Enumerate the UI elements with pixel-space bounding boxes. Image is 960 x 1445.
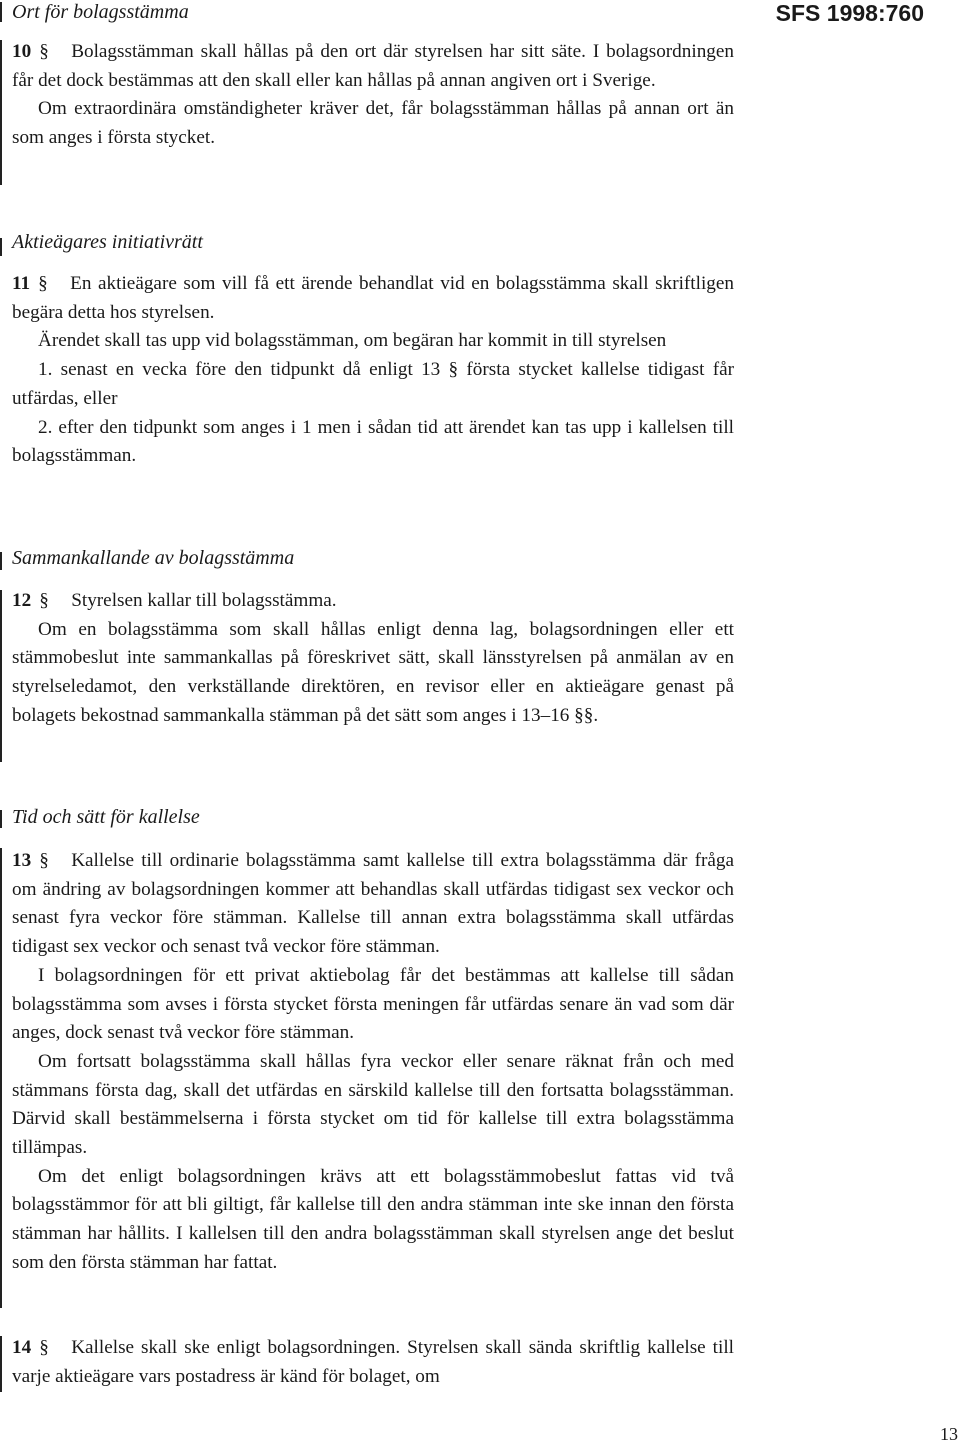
section-11 (12, 270, 734, 471)
section-number: 11 (12, 273, 31, 294)
change-bar (0, 238, 2, 256)
section-text: Bolagsstämman skall hållas på den ort där styrelsen har sitt säte. I bolagsordningen får det dock bestämmas att den skall eller kan hållas på annan angiven ort i Sverige. (12, 41, 734, 91)
sfs-number: SFS 1998:760 (775, 0, 924, 26)
section-12 (12, 587, 734, 731)
section-10-paragraph-1 (12, 38, 734, 95)
section-number: 10 (12, 41, 32, 62)
section-text: Kallelse till ordinarie bolagsstämma samt kallelse till extra bolagsstämma där fråga om ändring av bolagsordningen kommer att behandlas skall utfärdas tidigast sex veckor och senast fyra veckor före stämman. Kallelse till annan extra bolagsstämma skall utfärdas tidigast sex veckor och senast två veckor före stämman. (12, 850, 734, 958)
section-text: Styrelsen kallar till bolagsstämma. (71, 590, 337, 611)
change-bar (0, 2, 2, 22)
section-number: 12 (12, 590, 32, 611)
chapter-title: Ort för bolagsstämma (12, 1, 189, 23)
section-14-paragraph-1 (12, 1334, 734, 1391)
section-heading: Sammankallande av bolagsstämma (12, 547, 295, 569)
section-heading: Tid och sätt för kallelse (12, 806, 200, 828)
section-12-paragraph-2: Om en bolagsstämma som skall hållas enligt denna lag, bolagsordningen eller ett stämmobeslut inte sammankallas på föreskrivet sätt, skall länsstyrelsen på anmälan av en styrelseledamot, den verkställande direktören, en revisor eller en aktieägare genast på bolagets bekostnad sammankalla stämman på det sätt som anges i 13–16 §§. (12, 618, 734, 726)
section-text: Kallelse skall ske enligt bolagsordningen. Styrelsen skall sända skriftlig kallelse till varje aktieägare vars postadress är känd för bolaget, om (12, 1337, 734, 1387)
section-10-paragraph-2: Om extraordinära omständigheter kräver det, får bolagsstämman hållas på annan ort än som anges i första stycket. (12, 98, 734, 149)
section-symbol: § (39, 850, 49, 871)
change-bar (0, 552, 2, 570)
change-bar (0, 40, 2, 185)
section-text: En aktieägare som vill få ett ärende behandlat vid en bolagsstämma skall skriftligen begära detta hos styrelsen. (12, 273, 734, 323)
section-symbol: § (38, 273, 48, 294)
section-12-paragraph-1 (12, 587, 734, 616)
section-13-paragraph-3: Om fortsatt bolagsstämma skall hållas fyra veckor eller senare räknat från och med stämmans första dag, skall det utfärdas en särskild kallelse till den fortsatta bolagsstämman. Därvid skall bestämmelserna i första stycket om tid för kallelse till extra bolagsstämma tillämpas. (12, 1050, 734, 1159)
change-bar (0, 810, 2, 828)
section-11-item-1: 1. senast en vecka före den tidpunkt då enligt 13 § första stycket kallelse tidigast får utfärdas, eller (12, 359, 734, 409)
change-bar (0, 848, 2, 1308)
section-heading: Aktieägares initiativrätt (12, 231, 203, 253)
section-symbol: § (39, 41, 49, 62)
page-number: 13 (940, 1424, 958, 1444)
section-13-paragraph-4: Om det enligt bolagsordningen krävs att ett bolagsstämmobeslut fattas vid två bolagsstämmor för att bli giltigt, får kallelse till den andra stämman inte ske innan den första stämman har hållits. I kallelsen till den andra bolagsstämman skall styrelsen ange det beslut som den första stämman har fattat. (12, 1165, 734, 1273)
section-13 (12, 847, 734, 1278)
section-symbol: § (39, 590, 49, 611)
change-bar (0, 590, 2, 762)
change-bar (0, 1336, 2, 1392)
section-14 (12, 1334, 734, 1391)
section-number: 13 (12, 850, 32, 871)
section-11-paragraph-1 (12, 270, 734, 327)
section-number: 14 (12, 1337, 32, 1358)
section-11-item-2: 2. efter den tidpunkt som anges i 1 men i sådan tid att ärendet kan tas upp i kallelsen till bolagsstämman. (12, 416, 734, 467)
section-13-paragraph-2: I bolagsordningen för ett privat aktiebolag får det bestämmas att kallelse till sådan bolagsstämma som avses i första stycket första meningen får utfärdas senare än vad som där anges, dock senast två veckor före stämman. (12, 964, 734, 1044)
section-10 (12, 38, 734, 153)
section-11-paragraph-2: Ärendet skall tas upp vid bolagsstämman, om begäran har kommit in till styrelsen (38, 330, 667, 352)
section-symbol: § (39, 1337, 49, 1358)
section-13-paragraph-1 (12, 847, 734, 962)
